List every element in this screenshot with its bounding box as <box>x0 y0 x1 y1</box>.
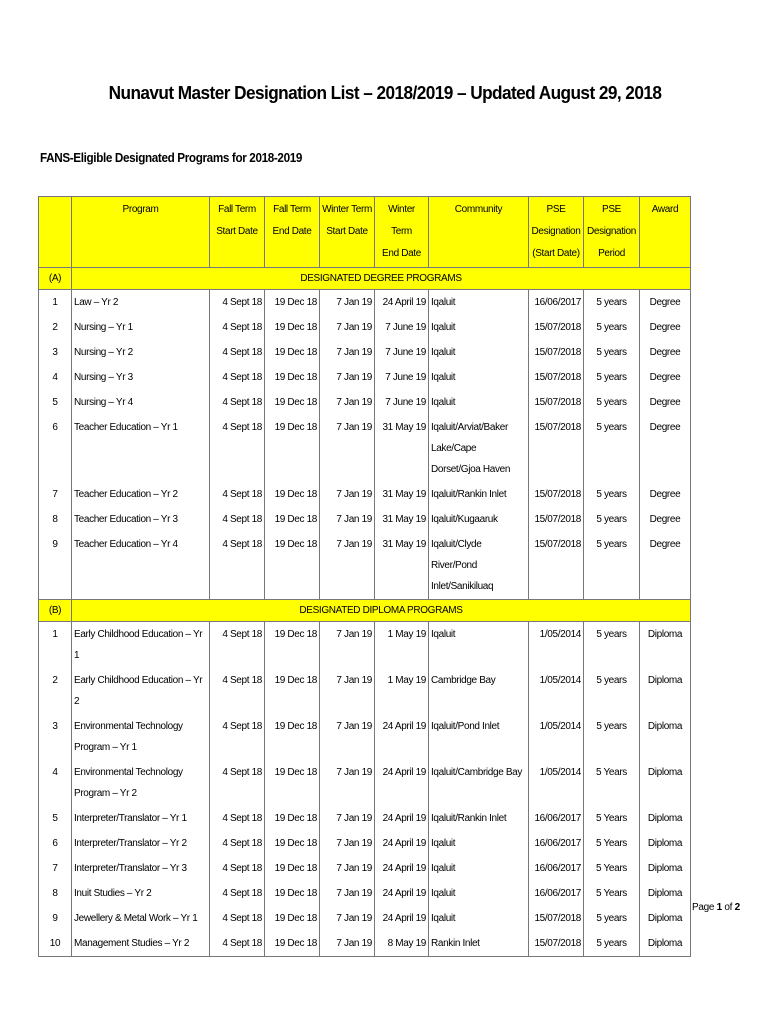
header-fall-end: Fall Term End Date <box>265 197 320 268</box>
winter-end: 24 April 19 <box>375 856 429 881</box>
winter-end: 31 May 19 <box>375 532 429 600</box>
row-number: 3 <box>39 714 72 760</box>
pse-start: 15/07/2018 <box>529 390 584 415</box>
row-number: 7 <box>39 482 72 507</box>
fall-end: 19 Dec 18 <box>265 760 320 806</box>
pse-start: 1/05/2014 <box>529 622 584 669</box>
table-row <box>39 415 691 482</box>
pse-period: 5 years <box>584 532 640 600</box>
pse-period: 5 years <box>584 390 640 415</box>
fall-start: 4 Sept 18 <box>210 507 265 532</box>
fall-end: 19 Dec 18 <box>265 831 320 856</box>
fall-end: 19 Dec 18 <box>265 507 320 532</box>
section-title: DESIGNATED DEGREE PROGRAMS <box>72 268 691 290</box>
table-row <box>39 340 691 365</box>
pse-period: 5 years <box>584 315 640 340</box>
table-row <box>39 668 691 714</box>
section-header <box>39 600 691 622</box>
program-name: Interpreter/Translator – Yr 1 <box>72 806 210 831</box>
winter-end: 7 June 19 <box>375 390 429 415</box>
pse-period: 5 years <box>584 290 640 316</box>
table-row <box>39 906 691 931</box>
pse-start: 15/07/2018 <box>529 906 584 931</box>
fall-start: 4 Sept 18 <box>210 831 265 856</box>
table-row <box>39 806 691 831</box>
winter-start: 7 Jan 19 <box>320 415 375 482</box>
pse-period: 5 years <box>584 340 640 365</box>
winter-end: 24 April 19 <box>375 831 429 856</box>
award: Diploma <box>640 831 691 856</box>
program-name: Teacher Education – Yr 3 <box>72 507 210 532</box>
pse-start: 16/06/2017 <box>529 856 584 881</box>
winter-start: 7 Jan 19 <box>320 315 375 340</box>
row-number: 9 <box>39 906 72 931</box>
header-pse-period: PSE Designation Period <box>584 197 640 268</box>
winter-end: 31 May 19 <box>375 507 429 532</box>
fall-start: 4 Sept 18 <box>210 881 265 906</box>
winter-end: 7 June 19 <box>375 340 429 365</box>
award: Degree <box>640 415 691 482</box>
pse-period: 5 years <box>584 906 640 931</box>
award: Diploma <box>640 668 691 714</box>
community: Iqaluit <box>429 622 529 669</box>
fall-end: 19 Dec 18 <box>265 290 320 316</box>
header-winter-start: Winter Term Start Date <box>320 197 375 268</box>
winter-end: 8 May 19 <box>375 931 429 957</box>
program-name: Nursing – Yr 4 <box>72 390 210 415</box>
pse-period: 5 years <box>584 714 640 760</box>
table-row <box>39 714 691 760</box>
header-community: Community <box>429 197 529 268</box>
table-row <box>39 507 691 532</box>
fall-end: 19 Dec 18 <box>265 415 320 482</box>
award: Diploma <box>640 881 691 906</box>
fall-start: 4 Sept 18 <box>210 760 265 806</box>
row-number: 7 <box>39 856 72 881</box>
page-number: Page 1 of 2 <box>692 902 740 913</box>
fall-start: 4 Sept 18 <box>210 622 265 669</box>
pse-start: 16/06/2017 <box>529 831 584 856</box>
pse-start: 16/06/2017 <box>529 290 584 316</box>
pse-start: 1/05/2014 <box>529 760 584 806</box>
pse-period: 5 years <box>584 668 640 714</box>
pse-period: 5 Years <box>584 806 640 831</box>
section-subtitle: FANS-Eligible Designated Programs for 2018-2019 <box>40 150 303 165</box>
community: Iqaluit/Rankin Inlet <box>429 806 529 831</box>
fall-start: 4 Sept 18 <box>210 532 265 600</box>
winter-start: 7 Jan 19 <box>320 290 375 316</box>
winter-start: 7 Jan 19 <box>320 906 375 931</box>
winter-start: 7 Jan 19 <box>320 714 375 760</box>
pse-start: 1/05/2014 <box>529 668 584 714</box>
row-number: 1 <box>39 622 72 669</box>
row-number: 2 <box>39 668 72 714</box>
award: Degree <box>640 290 691 316</box>
program-name: Environmental Technology Program – Yr 2 <box>72 760 210 806</box>
fall-start: 4 Sept 18 <box>210 668 265 714</box>
fall-end: 19 Dec 18 <box>265 881 320 906</box>
program-name: Teacher Education – Yr 4 <box>72 532 210 600</box>
community: Iqaluit <box>429 340 529 365</box>
pse-start: 16/06/2017 <box>529 806 584 831</box>
row-number: 2 <box>39 315 72 340</box>
fall-start: 4 Sept 18 <box>210 856 265 881</box>
row-number: 8 <box>39 881 72 906</box>
winter-start: 7 Jan 19 <box>320 856 375 881</box>
award: Degree <box>640 507 691 532</box>
community: Iqaluit <box>429 315 529 340</box>
winter-end: 1 May 19 <box>375 622 429 669</box>
award: Diploma <box>640 760 691 806</box>
fall-start: 4 Sept 18 <box>210 806 265 831</box>
pse-start: 15/07/2018 <box>529 482 584 507</box>
winter-start: 7 Jan 19 <box>320 365 375 390</box>
table-row <box>39 390 691 415</box>
fall-start: 4 Sept 18 <box>210 290 265 316</box>
fall-end: 19 Dec 18 <box>265 315 320 340</box>
pse-period: 5 Years <box>584 881 640 906</box>
pse-start: 15/07/2018 <box>529 365 584 390</box>
row-number: 10 <box>39 931 72 957</box>
program-name: Interpreter/Translator – Yr 2 <box>72 831 210 856</box>
program-name: Jewellery & Metal Work – Yr 1 <box>72 906 210 931</box>
community: Iqaluit <box>429 906 529 931</box>
pse-period: 5 Years <box>584 831 640 856</box>
table-row <box>39 622 691 669</box>
community: Iqaluit <box>429 365 529 390</box>
table-header <box>39 197 691 268</box>
program-name: Law – Yr 2 <box>72 290 210 316</box>
community: Iqaluit <box>429 881 529 906</box>
winter-start: 7 Jan 19 <box>320 532 375 600</box>
pse-start: 1/05/2014 <box>529 714 584 760</box>
award: Diploma <box>640 714 691 760</box>
fall-start: 4 Sept 18 <box>210 365 265 390</box>
winter-end: 24 April 19 <box>375 906 429 931</box>
table-row <box>39 482 691 507</box>
program-name: Teacher Education – Yr 2 <box>72 482 210 507</box>
program-name: Teacher Education – Yr 1 <box>72 415 210 482</box>
pse-start: 15/07/2018 <box>529 931 584 957</box>
pse-period: 5 Years <box>584 760 640 806</box>
award: Diploma <box>640 806 691 831</box>
row-number: 4 <box>39 760 72 806</box>
table-row <box>39 290 691 316</box>
pse-period: 5 Years <box>584 856 640 881</box>
table-row <box>39 365 691 390</box>
header-fall-start: Fall Term Start Date <box>210 197 265 268</box>
winter-start: 7 Jan 19 <box>320 507 375 532</box>
program-name: Environmental Technology Program – Yr 1 <box>72 714 210 760</box>
winter-end: 24 April 19 <box>375 290 429 316</box>
community: Iqaluit/Kugaaruk <box>429 507 529 532</box>
section-label: (A) <box>39 268 72 290</box>
winter-end: 24 April 19 <box>375 714 429 760</box>
fall-start: 4 Sept 18 <box>210 714 265 760</box>
fall-end: 19 Dec 18 <box>265 390 320 415</box>
program-name: Nursing – Yr 3 <box>72 365 210 390</box>
community: Iqaluit <box>429 856 529 881</box>
winter-start: 7 Jan 19 <box>320 806 375 831</box>
winter-start: 7 Jan 19 <box>320 340 375 365</box>
fall-end: 19 Dec 18 <box>265 622 320 669</box>
community: Iqaluit <box>429 831 529 856</box>
community: Iqaluit <box>429 290 529 316</box>
pse-start: 15/07/2018 <box>529 507 584 532</box>
pse-period: 5 years <box>584 482 640 507</box>
fall-end: 19 Dec 18 <box>265 931 320 957</box>
pse-period: 5 years <box>584 365 640 390</box>
section-label: (B) <box>39 600 72 622</box>
fall-end: 19 Dec 18 <box>265 532 320 600</box>
award: Degree <box>640 482 691 507</box>
pse-period: 5 years <box>584 931 640 957</box>
table-row <box>39 881 691 906</box>
winter-start: 7 Jan 19 <box>320 831 375 856</box>
winter-end: 24 April 19 <box>375 881 429 906</box>
pse-start: 15/07/2018 <box>529 532 584 600</box>
fall-start: 4 Sept 18 <box>210 482 265 507</box>
winter-end: 24 April 19 <box>375 760 429 806</box>
row-number: 1 <box>39 290 72 316</box>
table-row <box>39 931 691 957</box>
pse-start: 15/07/2018 <box>529 415 584 482</box>
community: Iqaluit <box>429 390 529 415</box>
winter-end: 1 May 19 <box>375 668 429 714</box>
community: Iqaluit/Rankin Inlet <box>429 482 529 507</box>
award: Diploma <box>640 906 691 931</box>
table-row <box>39 760 691 806</box>
header-pse-start: PSE Designation (Start Date) <box>529 197 584 268</box>
award: Degree <box>640 365 691 390</box>
row-number: 5 <box>39 806 72 831</box>
row-number: 8 <box>39 507 72 532</box>
header-winter-end: Winter Term End Date <box>375 197 429 268</box>
winter-end: 7 June 19 <box>375 315 429 340</box>
program-name: Early Childhood Education – Yr 2 <box>72 668 210 714</box>
award: Degree <box>640 315 691 340</box>
fall-start: 4 Sept 18 <box>210 415 265 482</box>
section-header <box>39 268 691 290</box>
pse-start: 16/06/2017 <box>529 881 584 906</box>
program-name: Nursing – Yr 2 <box>72 340 210 365</box>
program-name: Early Childhood Education – Yr 1 <box>72 622 210 669</box>
fall-start: 4 Sept 18 <box>210 906 265 931</box>
row-number: 3 <box>39 340 72 365</box>
winter-start: 7 Jan 19 <box>320 622 375 669</box>
winter-start: 7 Jan 19 <box>320 881 375 906</box>
fall-end: 19 Dec 18 <box>265 340 320 365</box>
table-row <box>39 831 691 856</box>
community: Iqaluit/Pond Inlet <box>429 714 529 760</box>
header-num <box>39 197 72 268</box>
header-award: Award <box>640 197 691 268</box>
fall-end: 19 Dec 18 <box>265 482 320 507</box>
fall-end: 19 Dec 18 <box>265 714 320 760</box>
winter-end: 31 May 19 <box>375 482 429 507</box>
section-title: DESIGNATED DIPLOMA PROGRAMS <box>72 600 691 622</box>
winter-start: 7 Jan 19 <box>320 482 375 507</box>
fall-start: 4 Sept 18 <box>210 931 265 957</box>
row-number: 5 <box>39 390 72 415</box>
community: Iqaluit/Clyde River/Pond Inlet/Sanikiluaq <box>429 532 529 600</box>
winter-start: 7 Jan 19 <box>320 931 375 957</box>
award: Diploma <box>640 856 691 881</box>
program-name: Nursing – Yr 1 <box>72 315 210 340</box>
header-program: Program <box>72 197 210 268</box>
winter-end: 24 April 19 <box>375 806 429 831</box>
winter-end: 31 May 19 <box>375 415 429 482</box>
pse-period: 5 years <box>584 622 640 669</box>
pse-start: 15/07/2018 <box>529 315 584 340</box>
fall-end: 19 Dec 18 <box>265 365 320 390</box>
program-name: Inuit Studies – Yr 2 <box>72 881 210 906</box>
row-number: 4 <box>39 365 72 390</box>
fall-end: 19 Dec 18 <box>265 906 320 931</box>
winter-start: 7 Jan 19 <box>320 668 375 714</box>
winter-end: 7 June 19 <box>375 365 429 390</box>
award: Degree <box>640 390 691 415</box>
designation-table <box>38 196 691 957</box>
table-row <box>39 315 691 340</box>
row-number: 9 <box>39 532 72 600</box>
row-number: 6 <box>39 831 72 856</box>
program-name: Management Studies – Yr 2 <box>72 931 210 957</box>
table-row <box>39 856 691 881</box>
pse-start: 15/07/2018 <box>529 340 584 365</box>
winter-start: 7 Jan 19 <box>320 390 375 415</box>
award: Diploma <box>640 622 691 669</box>
row-number: 6 <box>39 415 72 482</box>
award: Diploma <box>640 931 691 957</box>
winter-start: 7 Jan 19 <box>320 760 375 806</box>
fall-end: 19 Dec 18 <box>265 806 320 831</box>
award: Degree <box>640 340 691 365</box>
table-row <box>39 532 691 600</box>
award: Degree <box>640 532 691 600</box>
fall-start: 4 Sept 18 <box>210 340 265 365</box>
community: Cambridge Bay <box>429 668 529 714</box>
fall-end: 19 Dec 18 <box>265 856 320 881</box>
pse-period: 5 years <box>584 507 640 532</box>
fall-end: 19 Dec 18 <box>265 668 320 714</box>
program-name: Interpreter/Translator – Yr 3 <box>72 856 210 881</box>
pse-period: 5 years <box>584 415 640 482</box>
community: Iqaluit/Arviat/Baker Lake/Cape Dorset/Gjoa Haven <box>429 415 529 482</box>
fall-start: 4 Sept 18 <box>210 390 265 415</box>
document-title: Nunavut Master Designation List – 2018/2019 – Updated August 29, 2018 <box>108 82 662 103</box>
community: Iqaluit/Cambridge Bay <box>429 760 529 806</box>
fall-start: 4 Sept 18 <box>210 315 265 340</box>
community: Rankin Inlet <box>429 931 529 957</box>
